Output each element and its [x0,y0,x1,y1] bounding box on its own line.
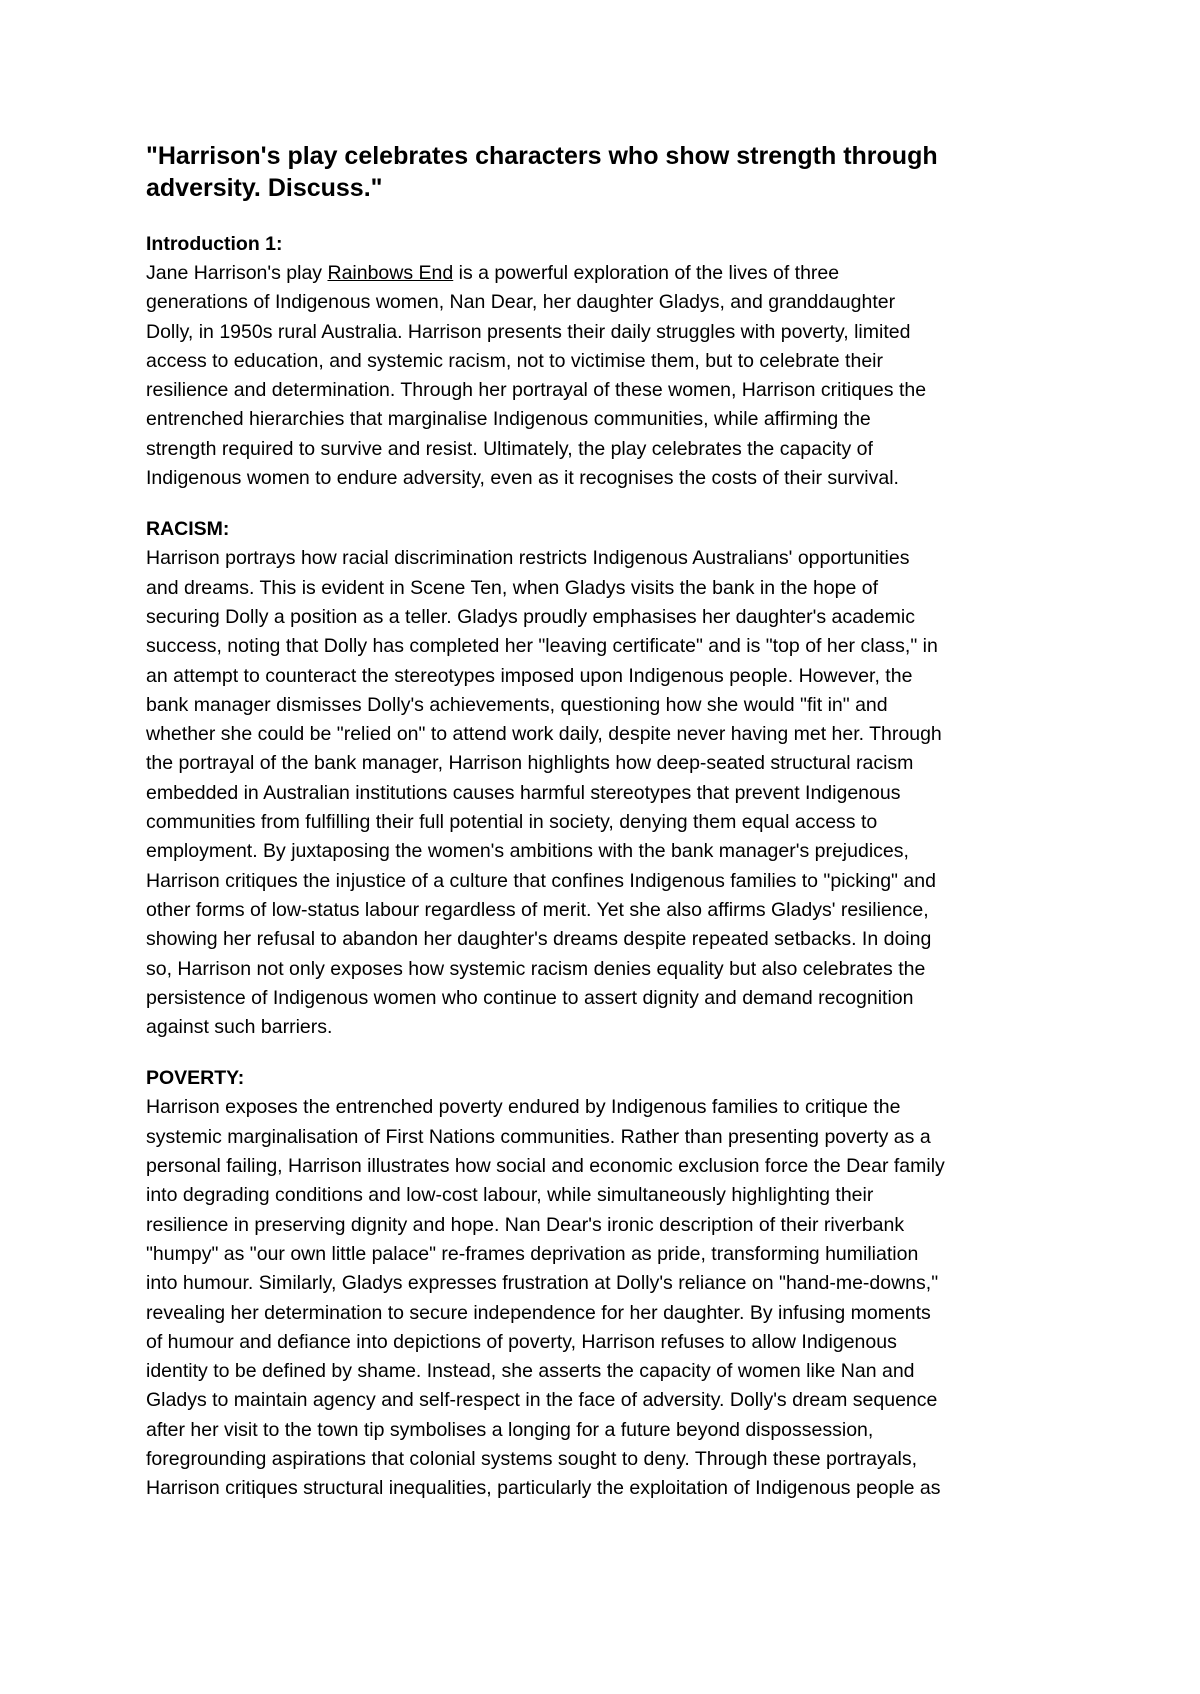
paragraph-line: entrenched hierarchies that marginalise Indigenous communities, while affirming the [146,408,871,431]
paragraph-line: employment. By juxtaposing the women's ambitions with the bank manager's prejudices, [146,840,909,863]
paragraph-line: showing her refusal to abandon her daughter's dreams despite repeated setbacks. In doing [146,928,932,951]
paragraph-line: Gladys to maintain agency and self-respect in the face of adversity. Dolly's dream sequence [146,1389,938,1412]
paragraph-line: Harrison critiques structural inequalities, particularly the exploitation of Indigenous people as [146,1477,941,1500]
title-line: adversity. Discuss." [146,174,383,202]
paragraph-line: whether she could be "relied on" to attend work daily, despite never having met her. Through [146,723,942,746]
paragraph-line: securing Dolly a position as a teller. Gladys proudly emphasises her daughter's academic [146,605,915,628]
document-page [146,140,1076,1526]
paragraph-line: and dreams. This is evident in Scene Ten, when Gladys visits the bank in the hope of [146,576,879,599]
paragraph-line: bank manager dismisses Dolly's achievements, questioning how she would "fit in" and [146,693,888,716]
paragraph-line: resilience and determination. Through her portrayal of these women, Harrison critiques the [146,379,927,402]
poverty-section [146,1064,1076,1503]
racism-heading: RACISM: [146,518,230,541]
introduction-paragraph [146,259,1076,493]
paragraph-line: Harrison critiques the injustice of a culture that confines Indigenous families to "picking" and [146,869,936,892]
paragraph-line: revealing her determination to secure independence for her daughter. By infusing moments [146,1301,931,1324]
racism-paragraph [146,544,1076,1042]
title-line: "Harrison's play celebrates characters who show strength through [146,142,938,170]
paragraph-line: Harrison exposes the entrenched poverty endured by Indigenous families to critique the [146,1096,901,1119]
intro-first-line-start: Jane Harrison's play [146,262,328,284]
racism-section [146,515,1076,1042]
paragraph-line: generations of Indigenous women, Nan Dear, her daughter Gladys, and granddaughter [146,291,896,314]
paragraph-line: resilience in preserving dignity and hope. Nan Dear's ironic description of their riverbank [146,1213,905,1236]
paragraph-line: an attempt to counteract the stereotypes imposed upon Indigenous people. However, the [146,664,913,687]
play-title-underlined: Rainbows End [327,262,454,284]
paragraph-line: after her visit to the town tip symbolises a longing for a future beyond dispossession, [146,1418,874,1441]
paragraph-line: Dolly, in 1950s rural Australia. Harrison presents their daily struggles with poverty, limited [146,320,911,343]
paragraph-line: systemic marginalisation of First Nations communities. Rather than presenting poverty as a [146,1125,931,1148]
paragraph-line: personal failing, Harrison illustrates how social and economic exclusion force the Dear family [146,1155,945,1178]
paragraph-line: embedded in Australian institutions causes harmful stereotypes that prevent Indigenous [146,781,901,804]
paragraph-line: access to education, and systemic racism, not to victimise them, but to celebrate their [146,349,883,372]
poverty-paragraph [146,1093,1076,1503]
paragraph-line [146,259,1076,288]
paragraph-line: Indigenous women to endure adversity, even as it recognises the costs of their survival. [146,467,899,490]
paragraph-line: other forms of low-status labour regardless of merit. Yet she also affirms Gladys' resilience, [146,898,929,921]
paragraph-line: communities from fulfilling their full potential in society, denying them equal access to [146,811,878,834]
paragraph-line: identity to be defined by shame. Instead, she asserts the capacity of women like Nan and [146,1360,915,1383]
intro-first-line-end: is a powerful exploration of the lives of three [453,262,840,284]
poverty-heading: POVERTY: [146,1067,245,1090]
paragraph-line: persistence of Indigenous women who continue to assert dignity and demand recognition [146,986,914,1009]
paragraph-line: the portrayal of the bank manager, Harrison highlights how deep-seated structural racism [146,752,914,775]
paragraph-line: Harrison portrays how racial discrimination restricts Indigenous Australians' opportunities [146,547,910,570]
paragraph-line: strength required to survive and resist. Ultimately, the play celebrates the capacity of [146,437,873,460]
paragraph-line: into degrading conditions and low-cost labour, while simultaneously highlighting their [146,1184,874,1207]
paragraph-line: against such barriers. [146,1016,333,1039]
paragraph-line: so, Harrison not only exposes how systemic racism denies equality but also celebrates the [146,957,926,980]
paragraph-line: success, noting that Dolly has completed her "leaving certificate" and is "top of her class," in [146,635,938,658]
essay-title [146,140,1076,204]
introduction-section [146,230,1076,493]
paragraph-line: "humpy" as "our own little palace" re-frames deprivation as pride, transforming humiliation [146,1242,919,1265]
paragraph-line: of humour and defiance into depictions of poverty, Harrison refuses to allow Indigenous [146,1330,897,1353]
introduction-heading: Introduction 1: [146,233,283,255]
paragraph-line: into humour. Similarly, Gladys expresses frustration at Dolly's reliance on "hand-me-downs," [146,1272,939,1295]
paragraph-line: foregrounding aspirations that colonial systems sought to deny. Through these portrayals, [146,1447,918,1470]
